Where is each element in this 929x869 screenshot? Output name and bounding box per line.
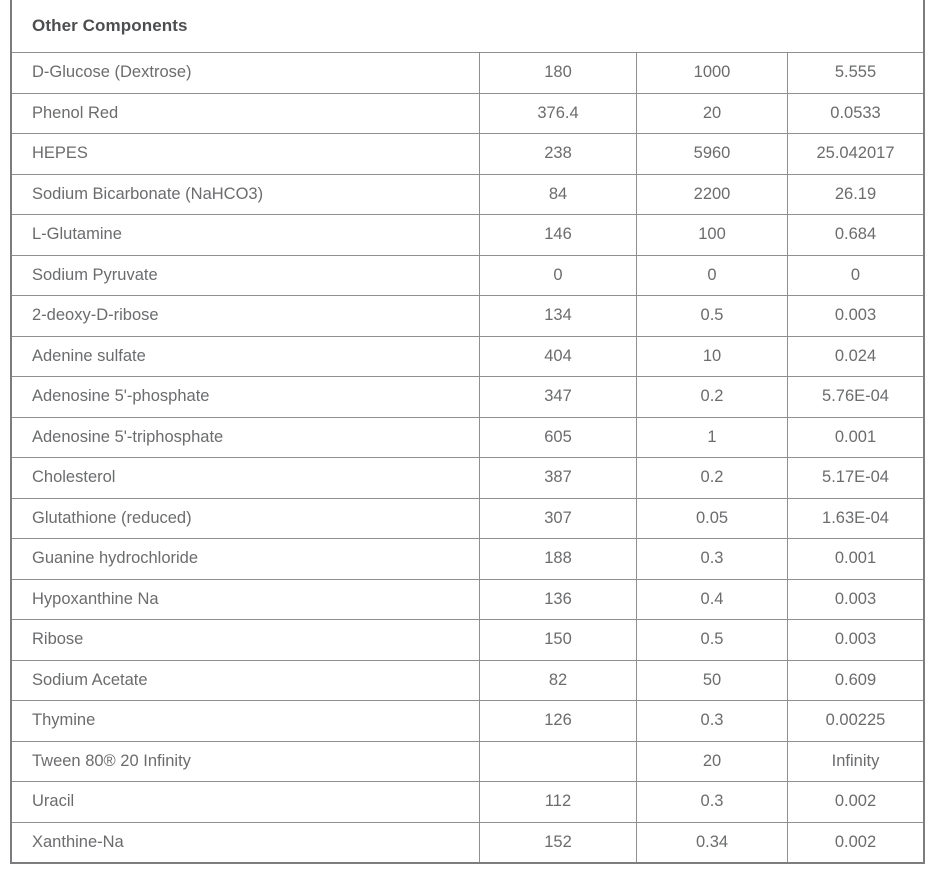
value-cell-col4: 0.003 [787, 296, 923, 336]
value-cell-col3: 1 [636, 418, 787, 458]
component-name-cell: Adenosine 5'-phosphate [32, 387, 210, 406]
value-cell-col2: 84 [479, 175, 636, 215]
table-row [12, 295, 923, 336]
table-row [12, 498, 923, 539]
component-name-cell: Sodium Bicarbonate (NaHCO3) [32, 184, 264, 203]
component-name-cell: Sodium Pyruvate [32, 265, 158, 284]
table-row [12, 822, 923, 863]
value-cell-col2: 150 [479, 620, 636, 660]
table-row [12, 52, 923, 93]
value-cell-col4: 0.684 [787, 215, 923, 255]
value-cell-col2: 134 [479, 296, 636, 336]
table-row [12, 174, 923, 215]
value-cell-col3: 5960 [636, 134, 787, 174]
table-row [12, 538, 923, 579]
value-cell-col3: 0.5 [636, 620, 787, 660]
component-name-cell: 2-deoxy-D-ribose [32, 306, 159, 325]
component-name-cell: Phenol Red [32, 103, 119, 122]
component-name-cell: Thymine [32, 711, 96, 730]
component-name-cell: L-Glutamine [32, 225, 122, 244]
value-cell-col2: 112 [479, 782, 636, 822]
value-cell-col4: Infinity [787, 742, 923, 782]
table-row [12, 741, 923, 782]
component-name-cell: Cholesterol [32, 468, 116, 487]
value-cell-col3: 0.5 [636, 296, 787, 336]
value-cell-col3: 0.2 [636, 377, 787, 417]
value-cell-col3: 10 [636, 337, 787, 377]
value-cell-col2: 387 [479, 458, 636, 498]
table-row [12, 133, 923, 174]
component-name-cell: D-Glucose (Dextrose) [32, 63, 192, 82]
value-cell-col3: 0.3 [636, 539, 787, 579]
table-row [12, 93, 923, 134]
value-cell-col2: 188 [479, 539, 636, 579]
value-cell-col3: 20 [636, 94, 787, 134]
value-cell-col3: 100 [636, 215, 787, 255]
value-cell-col4: 0.001 [787, 418, 923, 458]
table-row [12, 781, 923, 822]
table-row [12, 457, 923, 498]
table-body [12, 52, 923, 862]
value-cell-col4: 0 [787, 256, 923, 296]
value-cell-col4: 1.63E-04 [787, 499, 923, 539]
value-cell-col4: 0.003 [787, 580, 923, 620]
value-cell-col3: 20 [636, 742, 787, 782]
value-cell-col2: 82 [479, 661, 636, 701]
value-cell-col4: 0.002 [787, 823, 923, 863]
value-cell-col4: 0.00225 [787, 701, 923, 741]
value-cell-col4: 0.024 [787, 337, 923, 377]
value-cell-col2: 347 [479, 377, 636, 417]
value-cell-col2 [479, 742, 636, 782]
table-row [12, 214, 923, 255]
table-row [12, 579, 923, 620]
value-cell-col3: 1000 [636, 53, 787, 93]
table-row [12, 255, 923, 296]
value-cell-col3: 0.4 [636, 580, 787, 620]
value-cell-col2: 307 [479, 499, 636, 539]
table-row [12, 700, 923, 741]
value-cell-col3: 2200 [636, 175, 787, 215]
value-cell-col4: 0.003 [787, 620, 923, 660]
value-cell-col4: 0.0533 [787, 94, 923, 134]
value-cell-col2: 180 [479, 53, 636, 93]
value-cell-col4: 25.042017 [787, 134, 923, 174]
component-name-cell: HEPES [32, 144, 88, 163]
value-cell-col2: 0 [479, 256, 636, 296]
component-name-cell: Adenosine 5'-triphosphate [32, 427, 224, 446]
value-cell-col3: 0.2 [636, 458, 787, 498]
value-cell-col4: 5.17E-04 [787, 458, 923, 498]
value-cell-col3: 0.3 [636, 701, 787, 741]
value-cell-col2: 238 [479, 134, 636, 174]
value-cell-col2: 126 [479, 701, 636, 741]
value-cell-col2: 376.4 [479, 94, 636, 134]
value-cell-col3: 0.34 [636, 823, 787, 863]
value-cell-col4: 0.001 [787, 539, 923, 579]
table-row [12, 619, 923, 660]
value-cell-col3: 0.05 [636, 499, 787, 539]
table-header-row [12, 0, 923, 52]
value-cell-col4: 26.19 [787, 175, 923, 215]
table-row [12, 336, 923, 377]
value-cell-col2: 136 [479, 580, 636, 620]
value-cell-col2: 404 [479, 337, 636, 377]
table-title: Other Components [32, 16, 188, 35]
value-cell-col2: 605 [479, 418, 636, 458]
value-cell-col3: 50 [636, 661, 787, 701]
component-name-cell: Sodium Acetate [32, 670, 148, 689]
value-cell-col3: 0.3 [636, 782, 787, 822]
value-cell-col3: 0 [636, 256, 787, 296]
other-components-table [10, 0, 925, 864]
table-row [12, 660, 923, 701]
component-name-cell: Tween 80® 20 Infinity [32, 751, 191, 770]
table-row [12, 376, 923, 417]
value-cell-col4: 5.76E-04 [787, 377, 923, 417]
value-cell-col4: 5.555 [787, 53, 923, 93]
component-name-cell: Ribose [32, 630, 84, 649]
value-cell-col2: 152 [479, 823, 636, 863]
table-row [12, 417, 923, 458]
value-cell-col4: 0.002 [787, 782, 923, 822]
value-cell-col2: 146 [479, 215, 636, 255]
component-name-cell: Uracil [32, 792, 75, 811]
component-name-cell: Xanthine-Na [32, 832, 124, 851]
component-name-cell: Hypoxanthine Na [32, 589, 159, 608]
component-name-cell: Glutathione (reduced) [32, 508, 192, 527]
component-name-cell: Guanine hydrochloride [32, 549, 199, 568]
component-name-cell: Adenine sulfate [32, 346, 146, 365]
value-cell-col4: 0.609 [787, 661, 923, 701]
